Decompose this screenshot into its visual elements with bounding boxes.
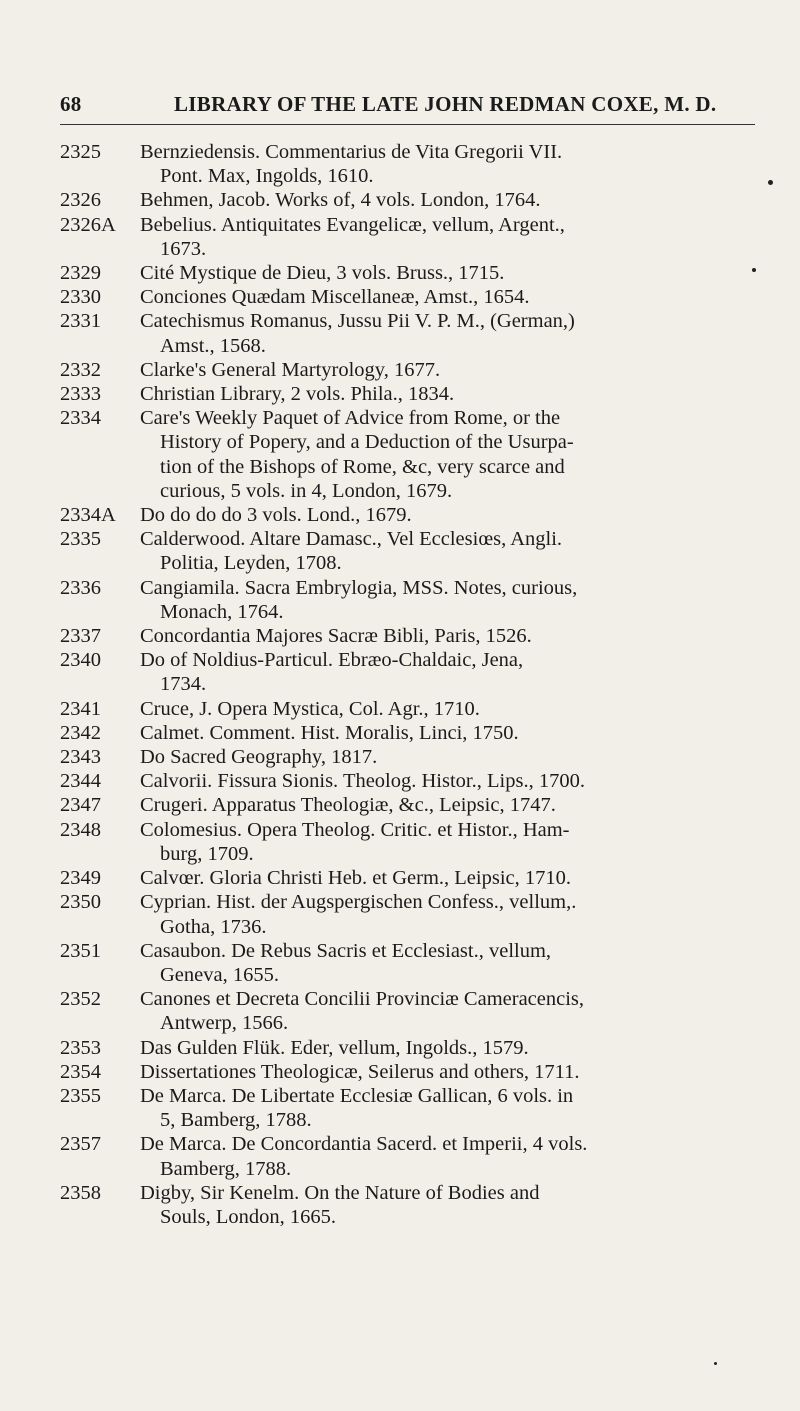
catalog-entry (60, 140, 780, 188)
entry-description (140, 890, 780, 938)
catalog-entry (60, 1132, 780, 1180)
entry-number: 2332 (60, 358, 101, 381)
entry-line: Bernziedensis. Commentarius de Vita Gregorii VII. (140, 141, 563, 163)
entry-description (140, 745, 780, 769)
catalog-entry (60, 406, 780, 503)
entry-number: 2335 (60, 528, 101, 551)
entry-description (140, 358, 780, 382)
entry-number: 2342 (60, 721, 101, 744)
entry-description (140, 1036, 780, 1060)
entry-description (140, 769, 780, 793)
running-head: LIBRARY OF THE LATE JOHN REDMAN COXE, M. D. (174, 92, 717, 116)
entry-line: Do of Noldius-Particul. Ebræo-Chaldaic, Jena, (140, 649, 524, 672)
entry-number: 2326 (60, 189, 101, 212)
entry-line: De Marca. De Libertate Ecclesiæ Gallican, 6 vols. in (140, 1084, 574, 1107)
entry-line: Crugeri. Apparatus Theologiæ, &c., Leipsic, 1747. (140, 794, 556, 817)
catalog-entry (60, 527, 780, 575)
entry-line: Gotha, 1736. (160, 915, 267, 938)
entry-line: Souls, London, 1665. (160, 1205, 336, 1228)
entry-line: Care's Weekly Paquet of Advice from Rome, or the (140, 407, 561, 430)
entry-number: 2331 (60, 310, 101, 333)
catalog-entries (60, 140, 780, 1229)
entry-description (140, 1132, 780, 1180)
entry-line: 1673. (160, 237, 207, 260)
entry-description (140, 1060, 780, 1084)
entry-number: 2349 (60, 867, 101, 890)
entry-description (140, 1181, 780, 1229)
entry-line: Antwerp, 1566. (160, 1012, 289, 1035)
entry-number: 2355 (60, 1084, 101, 1107)
entry-number: 2326A (60, 213, 116, 236)
catalog-entry (60, 987, 780, 1035)
catalog-entry (60, 285, 780, 309)
entry-line: Behmen, Jacob. Works of, 4 vols. London, 1764. (140, 189, 541, 212)
entry-number: 2344 (60, 770, 101, 793)
catalog-entry (60, 721, 780, 745)
entry-line: Cruce, J. Opera Mystica, Col. Agr., 1710. (140, 697, 480, 720)
entry-description (140, 261, 780, 285)
entry-number: 2325 (60, 141, 101, 163)
entry-description (140, 503, 780, 527)
entry-description (140, 624, 780, 648)
catalog-entry (60, 939, 780, 987)
catalog-entry (60, 1036, 780, 1060)
entry-line: Cangiamila. Sacra Embrylogia, MSS. Notes, curious, (140, 576, 578, 599)
entry-line: 1734. (160, 673, 207, 696)
entry-number: 2352 (60, 988, 101, 1011)
entry-number: 2358 (60, 1181, 101, 1204)
entry-line: Politia, Leyden, 1708. (160, 552, 342, 575)
entry-line: Christian Library, 2 vols. Phila., 1834. (140, 383, 455, 406)
page-header (60, 92, 760, 117)
entry-description (140, 987, 780, 1035)
entry-line: Monach, 1764. (160, 600, 284, 623)
catalog-entry (60, 818, 780, 866)
entry-line: Do Sacred Geography, 1817. (140, 746, 378, 769)
entry-number: 2329 (60, 262, 101, 285)
entry-description (140, 648, 780, 696)
entry-number: 2353 (60, 1036, 101, 1059)
entry-description (140, 140, 780, 188)
catalog-entry (60, 745, 780, 769)
entry-number: 2357 (60, 1133, 101, 1156)
entry-description (140, 213, 780, 261)
entry-line: burg, 1709. (160, 842, 254, 865)
entry-line: Cité Mystique de Dieu, 3 vols. Bruss., 1715. (140, 262, 505, 285)
entry-line: Bebelius. Antiquitates Evangelicæ, vellum, Argent., (140, 213, 565, 236)
entry-description (140, 309, 780, 357)
entry-line: Colomesius. Opera Theolog. Critic. et Histor., Ham- (140, 818, 570, 841)
entry-description (140, 1084, 780, 1132)
catalog-entry (60, 697, 780, 721)
entry-description (140, 939, 780, 987)
entry-number: 2347 (60, 794, 101, 817)
entry-line: Amst., 1568. (160, 334, 266, 357)
ink-speck (752, 268, 756, 272)
entry-line: Concordantia Majores Sacræ Bibli, Paris, 1526. (140, 625, 532, 648)
catalog-entry (60, 261, 780, 285)
entry-line: De Marca. De Concordantia Sacerd. et Imperii, 4 vols. (140, 1133, 588, 1156)
entry-number: 2351 (60, 939, 101, 962)
entry-description (140, 527, 780, 575)
entry-description (140, 382, 780, 406)
catalog-entry (60, 1181, 780, 1229)
entry-line: Cyprian. Hist. der Augspergischen Confess., vellum,. (140, 891, 577, 914)
entry-line: curious, 5 vols. in 4, London, 1679. (160, 479, 453, 502)
catalog-entry (60, 890, 780, 938)
entry-number: 2334 (60, 407, 101, 430)
entry-line: Conciones Quædam Miscellaneæ, Amst., 1654. (140, 286, 530, 309)
entry-line: tion of the Bishops of Rome, &c, very scarce and (160, 455, 565, 478)
entry-number: 2350 (60, 891, 101, 914)
catalog-entry (60, 503, 780, 527)
catalog-entry (60, 793, 780, 817)
entry-line: 5, Bamberg, 1788. (160, 1109, 312, 1132)
catalog-entry (60, 358, 780, 382)
entry-description (140, 188, 780, 212)
catalog-entry (60, 309, 780, 357)
entry-number: 2340 (60, 649, 101, 672)
catalog-entry (60, 188, 780, 212)
entry-description (140, 697, 780, 721)
ink-speck (768, 180, 773, 185)
entry-description (140, 818, 780, 866)
header-rule (60, 124, 755, 125)
entry-line: Clarke's General Martyrology, 1677. (140, 358, 441, 381)
catalog-entry (60, 576, 780, 624)
catalog-entry (60, 382, 780, 406)
catalog-entry (60, 1084, 780, 1132)
entry-description (140, 866, 780, 890)
ink-speck (714, 1362, 717, 1365)
entry-number: 2341 (60, 697, 101, 720)
entry-line: Das Gulden Flük. Eder, vellum, Ingolds., 1579. (140, 1036, 529, 1059)
entry-description (140, 576, 780, 624)
page-number: 68 (60, 92, 82, 116)
entry-line: Calderwood. Altare Damasc., Vel Ecclesiœs, Angli. (140, 528, 563, 551)
entry-number: 2343 (60, 746, 101, 769)
catalog-entry (60, 866, 780, 890)
entry-line: Catechismus Romanus, Jussu Pii V. P. M., (German,) (140, 310, 575, 333)
catalog-entry (60, 648, 780, 696)
entry-line: Digby, Sir Kenelm. On the Nature of Bodies and (140, 1181, 540, 1204)
entry-number: 2348 (60, 818, 101, 841)
entry-number: 2337 (60, 625, 101, 648)
entry-line: Canones et Decreta Concilii Provinciæ Cameracencis, (140, 988, 585, 1011)
entry-line: Dissertationes Theologicæ, Seilerus and others, 1711. (140, 1060, 580, 1083)
entry-number: 2354 (60, 1060, 101, 1083)
catalog-entry (60, 624, 780, 648)
entry-line: Calvœr. Gloria Christi Heb. et Germ., Leipsic, 1710. (140, 867, 571, 890)
entry-number: 2336 (60, 576, 101, 599)
entry-line: Bamberg, 1788. (160, 1157, 292, 1180)
entry-line: Geneva, 1655. (160, 963, 279, 986)
entry-line: Calmet. Comment. Hist. Moralis, Linci, 1750. (140, 721, 519, 744)
entry-line: History of Popery, and a Deduction of the Usurpa- (160, 431, 574, 454)
entry-description (140, 721, 780, 745)
catalog-entry (60, 213, 780, 261)
entry-line: Casaubon. De Rebus Sacris et Ecclesiast., vellum, (140, 939, 552, 962)
entry-number: 2334A (60, 504, 116, 527)
entry-line: Do do do do 3 vols. Lond., 1679. (140, 504, 412, 527)
catalog-entry (60, 769, 780, 793)
entry-number: 2333 (60, 383, 101, 406)
entry-line: Pont. Max, Ingolds, 1610. (160, 165, 374, 188)
entry-number: 2330 (60, 286, 101, 309)
entry-description (140, 793, 780, 817)
entry-description (140, 285, 780, 309)
entry-description (140, 406, 780, 503)
catalog-entry (60, 1060, 780, 1084)
entry-line: Calvorii. Fissura Sionis. Theolog. Histor., Lips., 1700. (140, 770, 585, 793)
